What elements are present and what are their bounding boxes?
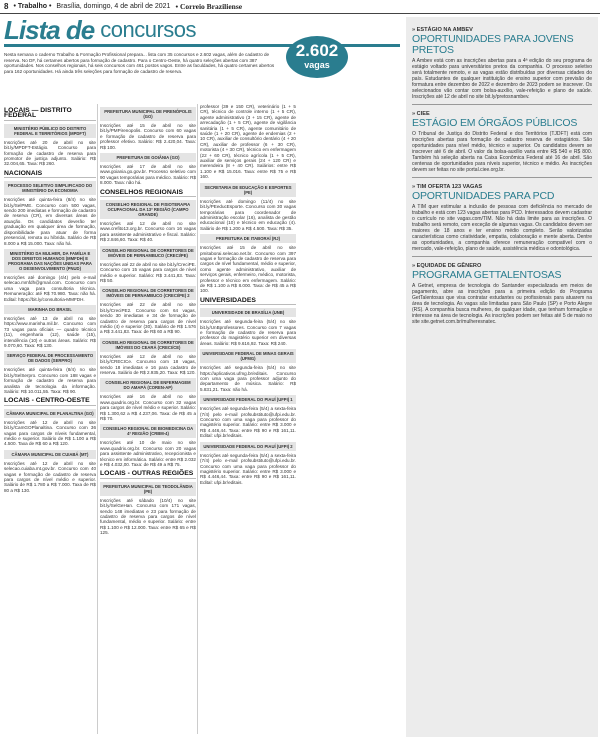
sidebar-panel	[406, 17, 598, 737]
listing-institution: CONSELHO REGIONAL DE ENFERMAGEM DO AMAPÁ (COREN-AP)	[100, 378, 196, 392]
listing-text: Inscrições até 12 de abril no site bit.ly/CRECICe. Concurso com 18 vagas, sendo 18 imediatas e 16 para cadastro de reserva. Salário de R$ 2.935,20. Taxa: R$ 120.	[100, 353, 196, 375]
newspaper-name: • Correio Braziliense	[175, 2, 243, 11]
listing-text: Inscrições até domingo (11/4) no site bit.ly/PEeducEsporte. Concurso com 30 vagas temporárias para coordenador de administração escolar (16), analista de gestão educacional (10) e técnico em educação (4). Salário de R$ 1.200 a R$ 4.500. Taxa: R$ 35.	[200, 198, 296, 231]
listing-institution: PREFEITURA MUNICIPAL DE TEODOLÂNDIA (PE)	[100, 482, 196, 496]
sidebar-section	[412, 111, 592, 173]
sidebar-section	[412, 27, 592, 100]
column-2	[100, 104, 196, 736]
listing-institution: UNIVERSIDADE DE BRASÍLIA (UNB)	[200, 308, 296, 317]
listing-text: Inscrições até domingo (4/4) pelo e-mail selecao.mmfdh@gmail.com. Concurso com uma vaga para consultoria técnica. Remuneração: até R$ 70.980. Taxa: não há. Edital: https://bit.ly/consultoria-MMFDH.	[4, 274, 96, 302]
sidebar-title: OPORTUNIDADES PARA PCD	[412, 190, 555, 202]
listing-text: Inscrições até segunda-feira (5/4) a sexta-feira (7/4) pelo e-mail profsubstituto@ufpi.edu.br. Concurso com uma vaga para professor do magistério superior. Salário: entre R$ 3.000 e R$ 4.446,44. Taxa: entre R$ 90 e R$ 161,11. Edital: ufpi.br/editais.	[200, 406, 296, 439]
listing-institution: CONSELHO REGIONAL DE CORRETORES DE IMÓVEIS DE PERNAMBUCO (CRECI/PE) 2	[100, 286, 196, 300]
sidebar-title: ESTÁGIO EM ÓRGÃOS PÚBLICOS	[412, 117, 578, 129]
listing-institution: CONSELHO REGIONAL DE CORRETORES DE IMÓVEIS DE PERNAMBUCO (CRECI/PE)	[100, 246, 196, 260]
listing-text: Inscrições até sábado (10/4) no site bit.ly/SelGeHan. Concurso com 171 vagas, sendo 148 imediatas e 23 para formação de cadastro de reserva para cargos de nível fundamental, médio e superior. Salário: entre R$ 1.100 e R$ 12.000. Taxa: entre R$ 65 e R$ 125.	[100, 497, 196, 536]
column-1	[4, 104, 96, 736]
listing-text: Inscrições até 15 de abril no site bit.ly/PMPirenopolis. Concurso com 60 vagas e formação de cadastro de reserva para professor efetivo. Salário: R$ 2.420,04. Taxa: R$ 100.	[100, 123, 196, 150]
listing-text: Inscrições até 12 de abril no site selecao.cuiaba.mt.gov.br. Concurso com 40 vagas e formação de cadastro de reserva para cargos de nível médio e superior. Salário de R$ 1.780 a R$ 7.000. Taxa de R$ 80 a R$ 130.	[4, 460, 96, 493]
region-heading: LOCAIS — DISTRITO FEDERAL	[4, 108, 96, 121]
listing-institution: SERVIÇO FEDERAL DE PROCESSAMENTO DE DADOS (SERPRO)	[4, 351, 96, 365]
listing-text: Inscrições até segunda-feira (5/4) no site https://aplicativos.ufmg.br/editais. Concurso com uma vaga para professor adjunto do departamento de música. Salário: R$ 5.831,21. Taxa: não há.	[200, 365, 296, 392]
listing-text: Inscrições até 10 de maio no site www.quadrix.org.br. Concurso com 20 vagas para assistente administrativo, recepcionista e técnico em informática. Salário: entre R$ 2.032 e R$ 4.032,00. Taxa: de R$ 49 a R$ 75.	[100, 440, 196, 468]
listing-text: Inscrições até 16 de abril no site www.quadrix.org.br. Concurso com 32 vagas para cargos de nível médio e superior. Salário: R$ 1.300,62 a R$ 4.237,06. Taxa: de R$ 45 a R$ 70.	[100, 394, 196, 421]
listing-institution: UNIVERSIDADE FEDERAL DE MINAS GERAIS (UFMG)	[200, 349, 296, 363]
region-heading: LOCAIS - OUTRAS REGIÕES	[100, 471, 196, 478]
sidebar-section	[412, 263, 592, 325]
listing-institution: SECRETARIA DE EDUCAÇÃO E ESPORTES (PE)	[200, 183, 296, 197]
sidebar-text: O Tribunal de Justiça do Distrito Federal e dos Territórios (TJDFT) está com inscrições abertas para formação de cadastro reserva de estagiários. São oportunidades para nível médio, técnico e superior. Os candidatos devem se inscrever até 6 de abril. O valor da bolsa-auxílio varia entre R$ 540 e R$ 800. Também há seleção aberta na Caixa Econômica Federal até 16 de abril. São centenas de oportunidades para níveis superior, técnico e médio. As inscrições devem ser feitas no site portal.ciee.org.br.	[412, 131, 592, 173]
listing-text: Inscrições até quinta-feira (8/4) no site bit.ly/SelSerpro. Concurso com 188 vagas e formação de cadastro de reserva para analista de tecnologia da informação. Salário: R$ 10.011,55. Taxa: R$ 90.	[4, 367, 96, 394]
listing-institution: MINISTÉRIO DA MULHER, DA FAMÍLIA E DOS DIREITOS HUMANOS (MMFDH) E PROGRAMA DAS NAÇÕES UNIDAS PARA O DESENVOLVIMENTO (PNUD)	[4, 249, 96, 273]
region-heading: NACIONAIS	[4, 171, 96, 178]
listing-text: Inscrições até 12 de abril no site bit.ly/CamGOPlanaltina. Concurso com 36 vagas para cargos de níveis fundamental, médio e superior. Salário de R$ 1.100 a R$ 4.500. Taxa de R$ 60 a R$ 120.	[4, 419, 96, 447]
listing-institution: UNIVERSIDADE FEDERAL DO PIAUÍ (UFPI) 2	[200, 442, 296, 451]
sidebar-label: » ESTÁGIO NA AMBEV	[412, 27, 473, 33]
region-heading: UNIVERSIDADES	[200, 298, 296, 305]
vacancies-badge	[286, 36, 348, 78]
listing-text: Inscrições até segunda-feira (5/4) no site bit.ly/UnBprofessores. Concurso com 7 vagas e formação de cadastro de reserva para professor do magistério superior em diversas áreas. Salário: R$ 9.616,92. Taxa: R$ 240.	[200, 319, 296, 346]
page-number: 8	[4, 2, 9, 11]
listing-institution: MARINHA DO BRASIL	[4, 305, 96, 314]
sidebar-divider	[412, 104, 592, 105]
listing-institution: PROCESSO SELETIVO SIMPLIFICADO DO MINISTÉRIO DA ECONOMIA	[4, 181, 96, 195]
sidebar-divider	[412, 177, 592, 178]
column-3	[200, 104, 296, 736]
sidebar-label: » CIEE	[412, 111, 430, 117]
section-name: • Trabalho •	[13, 3, 52, 10]
sidebar-divider	[412, 256, 592, 257]
sidebar-text: A Ambev está com as inscrições abertas para a 4ª edição do seu programa de estágio voltado para universitários pretos da companhia. O processo seletivo será totalmente remoto, e as vagas estão distribuídas por diversas cidades do país. Estudantes de qualquer instituição de ensino superior com previsão de formatura entre dezembro de 2022 e dezembro de 2023 podem se inscrever. Os selecionados vão contar com bolsa-auxílio, vale-refeição e plano de saúde. Inscrições até 12 de abril no site bit.ly/pretosnambev.	[412, 58, 592, 100]
headline-rest: concursos	[100, 17, 197, 42]
listing-institution: CONSELHO REGIONAL DE BIOMEDICINA DA 4ª REGIÃO (CRBM-4)	[100, 424, 196, 438]
page-header	[0, 0, 600, 14]
listing-text: Inscrições até 13 de abril no site https://www.marinha.mil.br. Concurso com 73 vagas para oficiais — quadro técnico (11), engenharia (12), saúde (15), intendência (10) e outras áreas. Salário: R$ 9.070,60. Taxa: R$ 130.	[4, 315, 96, 348]
column-divider	[97, 104, 98, 734]
listing-text: Inscrições até quinta-feira (8/4) no site bit.ly/SelPME. Concurso com 500 vagas, sendo 200 imediatas e formação de cadastro de reserva (CR), em diversas áreas de atuação. Os candidatos deverão ter graduação em qualquer área de formação, disponibilidade para atuar de forma presencial, remota ou híbrida. Salário de R$ 8.000 a R$ 15.000. Taxa: não há.	[4, 197, 96, 246]
sidebar-text: A TIM quer estimular a inclusão de pessoas com deficiência no mercado de trabalho e está com 123 vagas abertas para PCD. Interessados devem cadastrar o currículo no site vagas.com/TIM. Não há data limite para as inscrições. O trabalho será remoto, com exceção de algumas vagas. Os candidatos devem ser maiores de 18 anos e ter ensino médio completo. Serão valorizadas características como criatividade, empatia, colaboração e mente aberta. Dentre as oportunidades, a companhia oferece remuneração compatível com o mercado, vale-refeição, plano de saúde, assistência médica e odontológica.	[412, 204, 592, 252]
listing-institution: PREFEITURA MUNICIPAL DE PIRENÓPOLIS (GO)	[100, 107, 196, 121]
listing-text: Inscrições até 20 de abril no site bit.ly/MPDFT-Estágio. Concurso para formação de cadastro de reserva para promotor de justiça adjunto. Salário: R$ 32.004,65. Taxa: R$ 260.	[4, 139, 96, 167]
headline-bold: Lista de	[4, 15, 95, 45]
intro-paragraph: Nesta semana o caderno Trabalho & Formação Profissional prepara... lista com 35 concursos e 2.602 vagas, além de cadastro de reserva. No DF, há certames abertos para formação de cadastro. Para o Centro-Oeste, há quatro seleções abertas com 387 oportunidades. Nos conselhos regionais, há seis concursos com 461 postos vagos. Entre as faculdades, há quatro certames abertos para 162 oportunidades. Há ainda três seleções para formação de cadastro de reserva.	[4, 52, 275, 74]
sidebar-label: » TIM OFERTA 123 VAGAS	[412, 184, 483, 190]
sidebar-label: » EQUIDADE DE GÊNERO	[412, 263, 482, 269]
column-divider	[197, 104, 198, 734]
listing-text: Inscrições até 22 de abril no site bit.ly/CreciPE2. Concurso com 64 vagas, sendo 30 imediatas e 34 de formação de cadastro de reserva para cargos de nível médio (4) e superior (30). Salário de R$ 1.576 a R$ 3.441,83. Taxa: de R$ 60 a R$ 90.	[100, 302, 196, 335]
listing-institution: CÂMARA MUNICIPAL DE CUIABÁ (MT)	[4, 450, 96, 459]
listing-institution: CÂMARA MUNICIPAL DE PLANALTINA (GO)	[4, 409, 96, 418]
region-heading: LOCAIS - CENTRO-OESTE	[4, 398, 96, 405]
sidebar-title: OPORTUNIDADES PARA JOVENS PRETOS	[412, 33, 574, 56]
vacancies-label: vagas	[304, 60, 330, 70]
vacancies-count: 2.602	[295, 41, 339, 60]
listing-institution: PREFEITURA DE GOIÂNIA (GO)	[100, 153, 196, 162]
listing-institution: PREFEITURA DE ITABORAÍ (RJ)	[200, 234, 296, 243]
listing-institution: CONSELHO REGIONAL DE CORRETORES DE IMÓVEIS DO CEARÁ (CRECI/CE)	[100, 338, 196, 352]
listing-institution: UNIVERSIDADE FEDERAL DO PIAUÍ (UFPI) 1	[200, 395, 296, 404]
listing-text: Inscrições até 17 de abril no site www.goiania.go.gov.br. Processo seletivo com 90 vagas temporárias para médico. Salário: R$ 8.000. Taxa: não há.	[100, 164, 196, 186]
listing-institution: MINISTÉRIO PÚBLICO DO DISTRITO FEDERAL E TERRITÓRIOS (MPDFT)	[4, 124, 96, 138]
region-heading: CONSELHOS REGIONAIS	[100, 190, 196, 197]
listing-text: Inscrições até 12 de abril no site www.crefito13.org.br. Concurso com 16 vagas para assistente administrativo e fiscal. Salário: R$ 2.846,60. Taxa: R$ 40.	[100, 221, 196, 243]
listing-text: Inscrições até 15 de abril no site pmitaborai.selecao.net.br. Concurso com 397 vagas e formação de cadastro de reserva para cargos de nível fundamental, médio e superior, como agente administrativo, auxiliar de serviços gerais, enfermeiro, médico, motorista, professor e técnico em enfermagem. Salário: de R$ 1.100 a R$ 8.000. Taxa: de R$ 45 a R$ 100.	[200, 245, 296, 294]
listing-institution: CONSELHO REGIONAL DE FISIOTERAPIA OCUPACIONAL DA 13ª REGIÃO (CAMPO GRANDE)	[100, 200, 196, 219]
dateline: Brasília, domingo, 4 de abril de 2021	[56, 3, 171, 10]
listing-text: Inscrições até segunda-feira (5/4) a sexta-feira (7/4) pelo e-mail profsubstituto@ufpi.edu.br. Concurso com uma vaga para professor do magistério superior. Salário: entre R$ 3.000 e R$ 4.446,44. Taxa: entre R$ 90 e R$ 161,11. Edital: ufpi.br/editais.	[200, 452, 296, 485]
listing-text: Inscrições até 22 de abril no site bit.ly/CreciPE. Concurso com 15 vagas para cargos de nível médio e superior. Salário: R$ 3.441,83. Taxa: R$ 50.	[100, 261, 196, 283]
sidebar-title: PROGRAMA GETTALENTOSAS	[412, 269, 562, 281]
sidebar-section	[412, 184, 592, 252]
listing-text: professor (39 e 150 CR), veterinário (1 + 5 CR), técnico de controle interno (1 + 5 CR), agente administrativo (3 + 15 CR), agente de arrecadação (1 + 5 CR), agente de vigilância sanitária (1 + 5 CR), agente comunitário de saúde (1 + 20 CR), agente de endemias (2 + 10 CR), auxiliar de consultório dentário (4 + 20 CR), auxiliar de professor (6 + 30 CR), motorista (4 + 30 CR), técnico em enfermagem (22 + 60 CR), técnico agrícola (1 + 5 CR), auxiliar de serviços gerais (24 + 120 CR) e merendeira (8 + 40 CR). Salários: entre R$ 1.100 e R$ 15.016. Taxa: entre R$ 75 e R$ 160.	[200, 104, 296, 180]
sidebar-text: A Getnet, empresa de tecnologia do Santander especializada em meios de pagamento, abre as inscrições para a primeira edição do Programa GetTalentosas que visa contratar estudantes ou profissionais para atuarem na área de tecnologia. As vagas são limitadas para São Paulo (SP) e Porto Alegre (RS). A companhia busca mulheres, de qualquer idade, que tenham formação e interesse na área de tecnologia. As inscrições podem ser feitas até 5 de maio no site site.getnet.com.br/mulheresnatec.	[412, 283, 592, 325]
